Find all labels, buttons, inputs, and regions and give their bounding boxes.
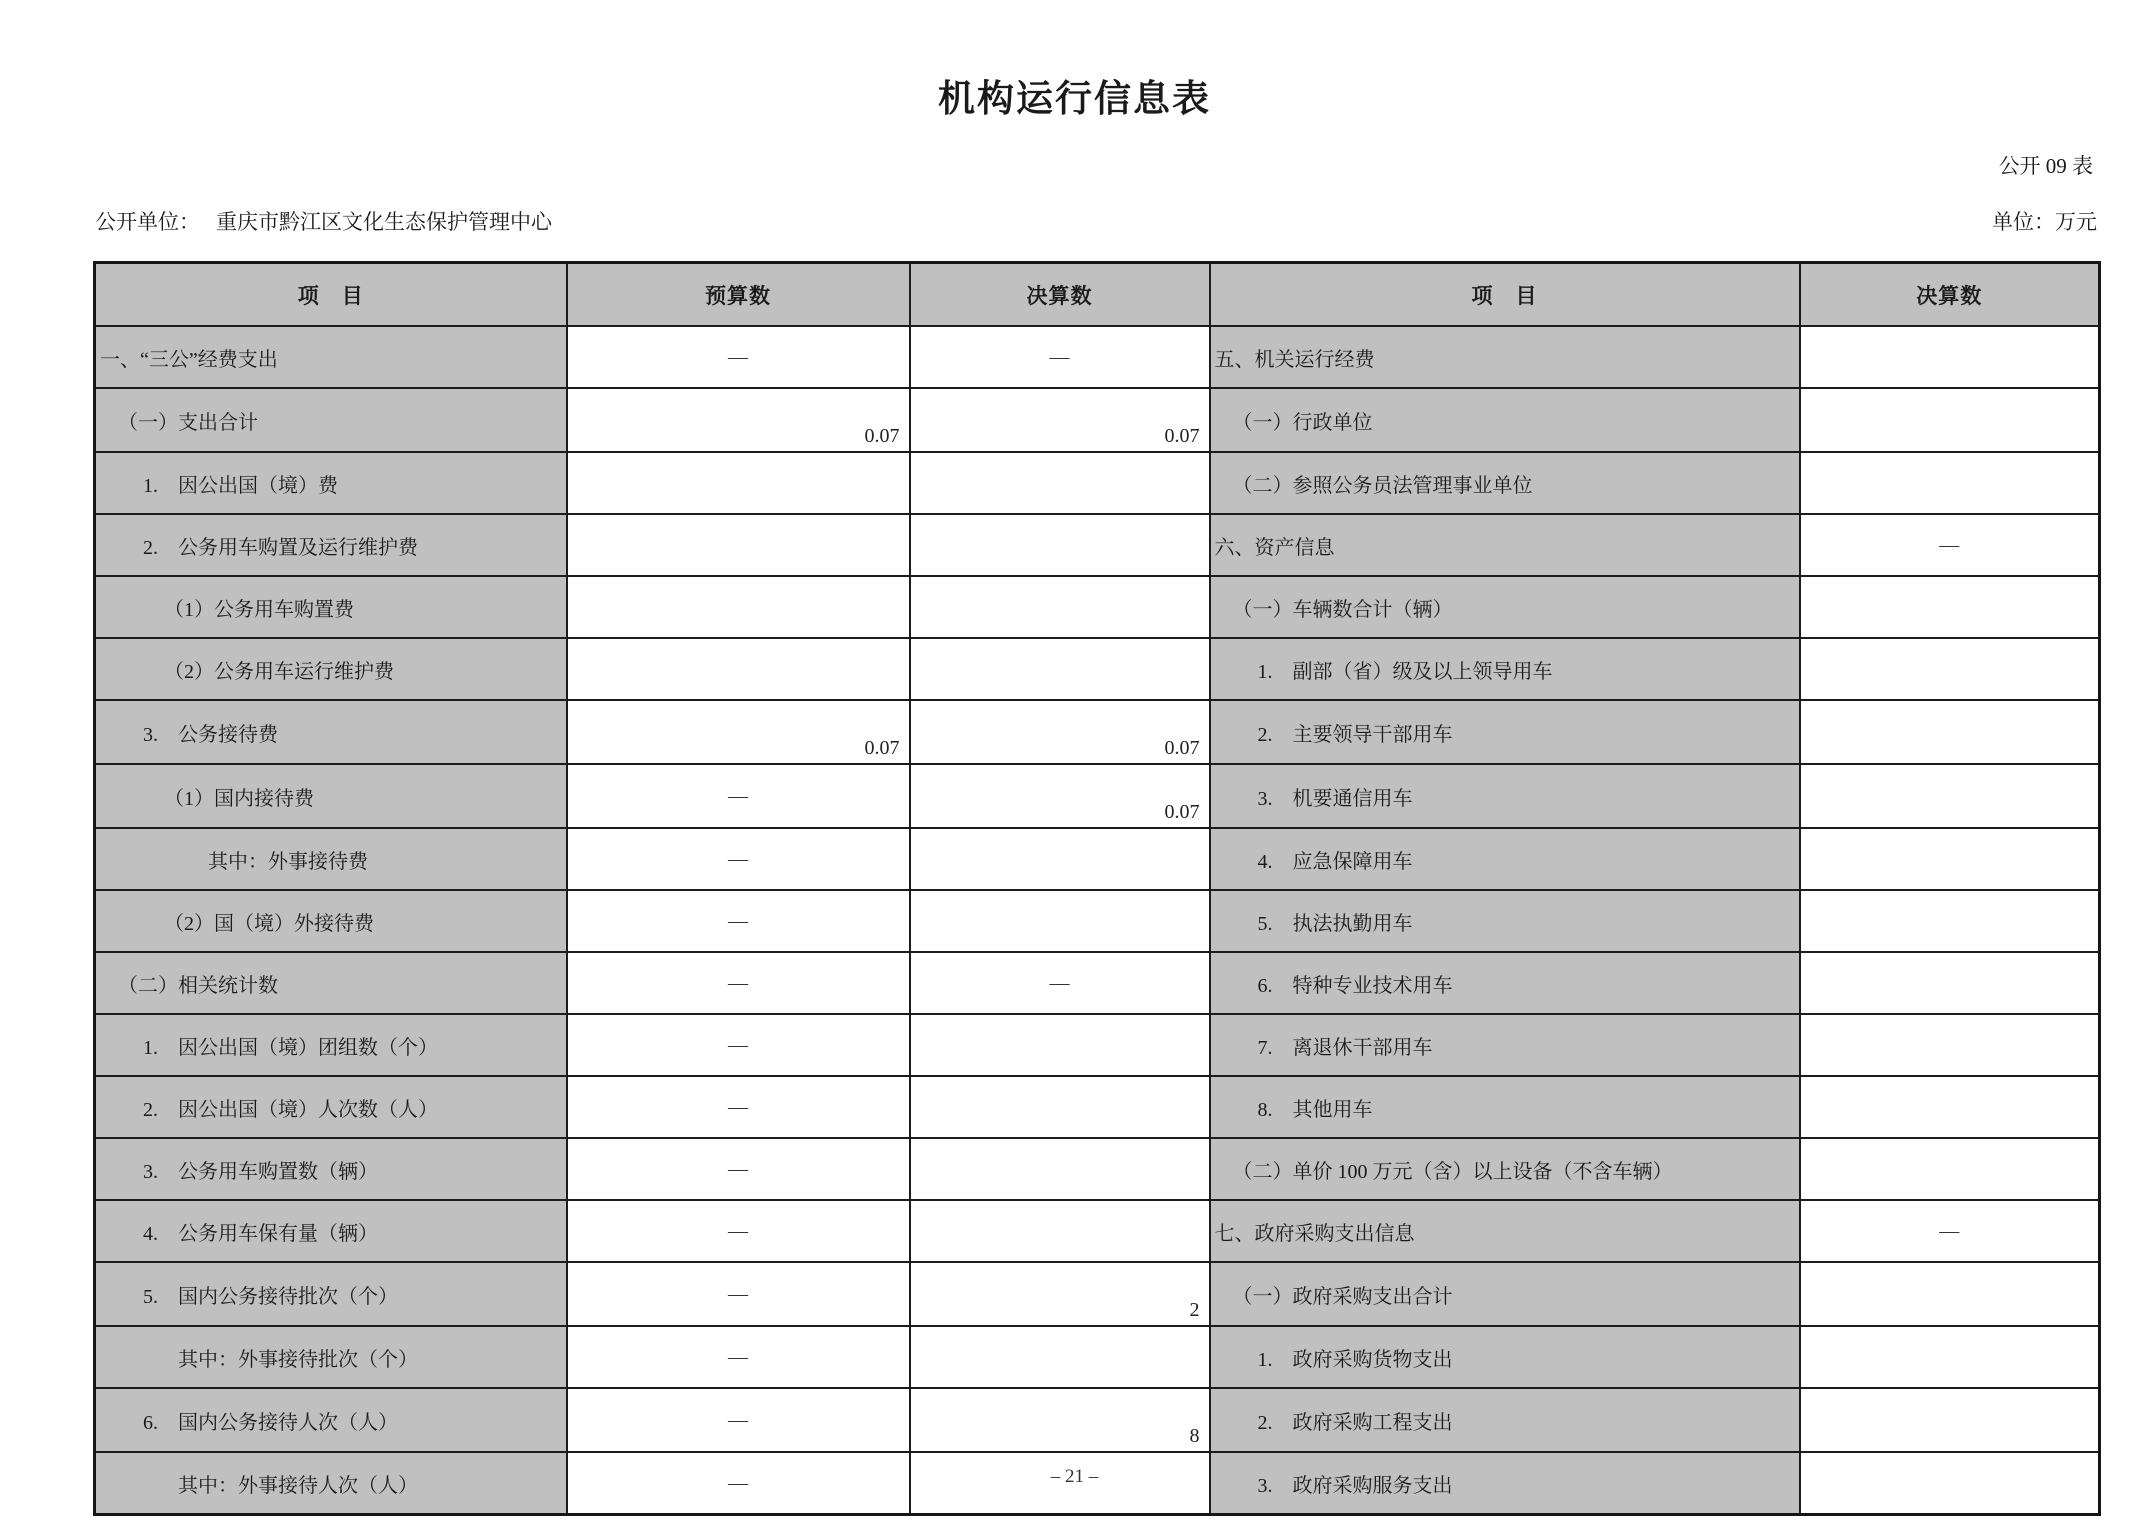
final-value-right bbox=[1800, 326, 2100, 388]
final-value-left: 2 bbox=[910, 1262, 1210, 1326]
item-label-right: （一）政府采购支出合计 bbox=[1210, 1262, 1800, 1326]
table-row bbox=[95, 326, 2100, 388]
final-value-left: — bbox=[910, 326, 1210, 388]
page-title: 机构运行信息表 bbox=[938, 79, 1211, 120]
table-row bbox=[95, 764, 2100, 828]
table-row bbox=[95, 638, 2100, 700]
table-row bbox=[95, 388, 2100, 452]
operation-info-table bbox=[93, 261, 2101, 1516]
budget-value: — bbox=[567, 828, 910, 890]
item-label-right: （一）行政单位 bbox=[1210, 388, 1800, 452]
currency-unit-note: 单位：万元 bbox=[1992, 210, 2097, 234]
item-label-left: 一、“三公”经费支出 bbox=[95, 326, 567, 388]
final-value-left: — bbox=[910, 952, 1210, 1014]
item-label-left: 1. 因公出国（境）团组数（个） bbox=[95, 1014, 567, 1076]
budget-value: — bbox=[567, 1200, 910, 1262]
item-label-left: 2. 因公出国（境）人次数（人） bbox=[95, 1076, 567, 1138]
final-value-right bbox=[1800, 638, 2100, 700]
budget-value bbox=[567, 638, 910, 700]
final-value-left: 0.07 bbox=[910, 388, 1210, 452]
final-value-right bbox=[1800, 1014, 2100, 1076]
final-value-left bbox=[910, 452, 1210, 514]
item-label-right: （一）车辆数合计（辆） bbox=[1210, 576, 1800, 638]
final-value-left bbox=[910, 1326, 1210, 1388]
final-value-left bbox=[910, 1076, 1210, 1138]
budget-value: — bbox=[567, 1262, 910, 1326]
budget-value: — bbox=[567, 1388, 910, 1452]
final-value-left bbox=[910, 828, 1210, 890]
item-label-right: 3. 机要通信用车 bbox=[1210, 764, 1800, 828]
item-label-left: （1）国内接待费 bbox=[95, 764, 567, 828]
item-label-left: 1. 因公出国（境）费 bbox=[95, 452, 567, 514]
item-label-left: 其中：外事接待人次（人） bbox=[95, 1452, 567, 1515]
final-value-left: 8 bbox=[910, 1388, 1210, 1452]
item-label-left: 其中：外事接待费 bbox=[95, 828, 567, 890]
item-label-left: （1）公务用车购置费 bbox=[95, 576, 567, 638]
item-label-left: 5. 国内公务接待批次（个） bbox=[95, 1262, 567, 1326]
item-label-right: 五、机关运行经费 bbox=[1210, 326, 1800, 388]
budget-value: — bbox=[567, 1076, 910, 1138]
col-header-item-left: 项 目 bbox=[95, 263, 567, 327]
table-body bbox=[95, 326, 2100, 1515]
item-label-left: 2. 公务用车购置及运行维护费 bbox=[95, 514, 567, 576]
final-value-right: — bbox=[1800, 1200, 2100, 1262]
item-label-right: 3. 政府采购服务支出 bbox=[1210, 1452, 1800, 1515]
final-value-right bbox=[1800, 576, 2100, 638]
final-value-right bbox=[1800, 828, 2100, 890]
final-value-left bbox=[910, 576, 1210, 638]
final-value-left bbox=[910, 638, 1210, 700]
publisher-line bbox=[95, 206, 552, 236]
item-label-right: （二）参照公务员法管理事业单位 bbox=[1210, 452, 1800, 514]
table-row bbox=[95, 890, 2100, 952]
item-label-left: 4. 公务用车保有量（辆） bbox=[95, 1200, 567, 1262]
item-label-left: 3. 公务接待费 bbox=[95, 700, 567, 764]
table-row bbox=[95, 452, 2100, 514]
table-row bbox=[95, 1138, 2100, 1200]
item-label-left: 3. 公务用车购置数（辆） bbox=[95, 1138, 567, 1200]
item-label-left: （2）公务用车运行维护费 bbox=[95, 638, 567, 700]
item-label-right: 8. 其他用车 bbox=[1210, 1076, 1800, 1138]
header-row bbox=[95, 263, 2100, 327]
table-row bbox=[95, 1014, 2100, 1076]
budget-value: — bbox=[567, 952, 910, 1014]
final-value-right bbox=[1800, 1262, 2100, 1326]
final-value-right bbox=[1800, 700, 2100, 764]
final-value-left: 0.07 bbox=[910, 700, 1210, 764]
budget-value: — bbox=[567, 1452, 910, 1515]
budget-value: — bbox=[567, 890, 910, 952]
final-value-left bbox=[910, 1138, 1210, 1200]
item-label-right: 2. 主要领导干部用车 bbox=[1210, 700, 1800, 764]
table-code: 公开 09 表 bbox=[1998, 154, 2093, 178]
budget-value: — bbox=[567, 764, 910, 828]
final-value-left bbox=[910, 1200, 1210, 1262]
budget-value: — bbox=[567, 1138, 910, 1200]
final-value-right: — bbox=[1800, 514, 2100, 576]
final-value-right bbox=[1800, 1326, 2100, 1388]
item-label-right: 7. 离退休干部用车 bbox=[1210, 1014, 1800, 1076]
table-row bbox=[95, 1262, 2100, 1326]
item-label-left: （二）相关统计数 bbox=[95, 952, 567, 1014]
table-row bbox=[95, 1200, 2100, 1262]
item-label-right: 六、资产信息 bbox=[1210, 514, 1800, 576]
final-value-left bbox=[910, 890, 1210, 952]
item-label-right: （二）单价 100 万元（含）以上设备（不含车辆） bbox=[1210, 1138, 1800, 1200]
table-row bbox=[95, 1388, 2100, 1452]
table-row bbox=[95, 576, 2100, 638]
budget-value: — bbox=[567, 1326, 910, 1388]
col-header-final-left: 决算数 bbox=[910, 263, 1210, 327]
publisher-label: 公开单位： bbox=[95, 210, 200, 234]
table-row bbox=[95, 1326, 2100, 1388]
item-label-right: 5. 执法执勤用车 bbox=[1210, 890, 1800, 952]
col-header-budget: 预算数 bbox=[567, 263, 910, 327]
final-value-right bbox=[1800, 388, 2100, 452]
item-label-right: 1. 政府采购货物支出 bbox=[1210, 1326, 1800, 1388]
item-label-right: 2. 政府采购工程支出 bbox=[1210, 1388, 1800, 1452]
item-label-right: 4. 应急保障用车 bbox=[1210, 828, 1800, 890]
budget-value: — bbox=[567, 1014, 910, 1076]
publisher-name: 重庆市黔江区文化生态保护管理中心 bbox=[216, 210, 552, 234]
final-value-right bbox=[1800, 1138, 2100, 1200]
budget-value bbox=[567, 452, 910, 514]
item-label-left: （2）国（境）外接待费 bbox=[95, 890, 567, 952]
final-value-right bbox=[1800, 764, 2100, 828]
final-value-left: 0.07 bbox=[910, 764, 1210, 828]
item-label-left: 6. 国内公务接待人次（人） bbox=[95, 1388, 567, 1452]
page-number: – 21 – bbox=[1050, 1466, 1099, 1487]
item-label-right: 1. 副部（省）级及以上领导用车 bbox=[1210, 638, 1800, 700]
final-value-right bbox=[1800, 1076, 2100, 1138]
item-label-left: （一）支出合计 bbox=[95, 388, 567, 452]
budget-value bbox=[567, 514, 910, 576]
item-label-left: 其中：外事接待批次（个） bbox=[95, 1326, 567, 1388]
item-label-right: 6. 特种专业技术用车 bbox=[1210, 952, 1800, 1014]
budget-value: — bbox=[567, 326, 910, 388]
table-row bbox=[95, 514, 2100, 576]
final-value-left bbox=[910, 1014, 1210, 1076]
table-row bbox=[95, 700, 2100, 764]
budget-value: 0.07 bbox=[567, 700, 910, 764]
table-row bbox=[95, 828, 2100, 890]
col-header-item-right: 项 目 bbox=[1210, 263, 1800, 327]
final-value-right bbox=[1800, 452, 2100, 514]
final-value-right bbox=[1800, 952, 2100, 1014]
final-value-left bbox=[910, 514, 1210, 576]
col-header-final-right: 决算数 bbox=[1800, 263, 2100, 327]
budget-value: 0.07 bbox=[567, 388, 910, 452]
final-value-right bbox=[1800, 890, 2100, 952]
table-row bbox=[95, 1076, 2100, 1138]
table-row bbox=[95, 952, 2100, 1014]
item-label-right: 七、政府采购支出信息 bbox=[1210, 1200, 1800, 1262]
budget-value bbox=[567, 576, 910, 638]
final-value-right bbox=[1800, 1388, 2100, 1452]
